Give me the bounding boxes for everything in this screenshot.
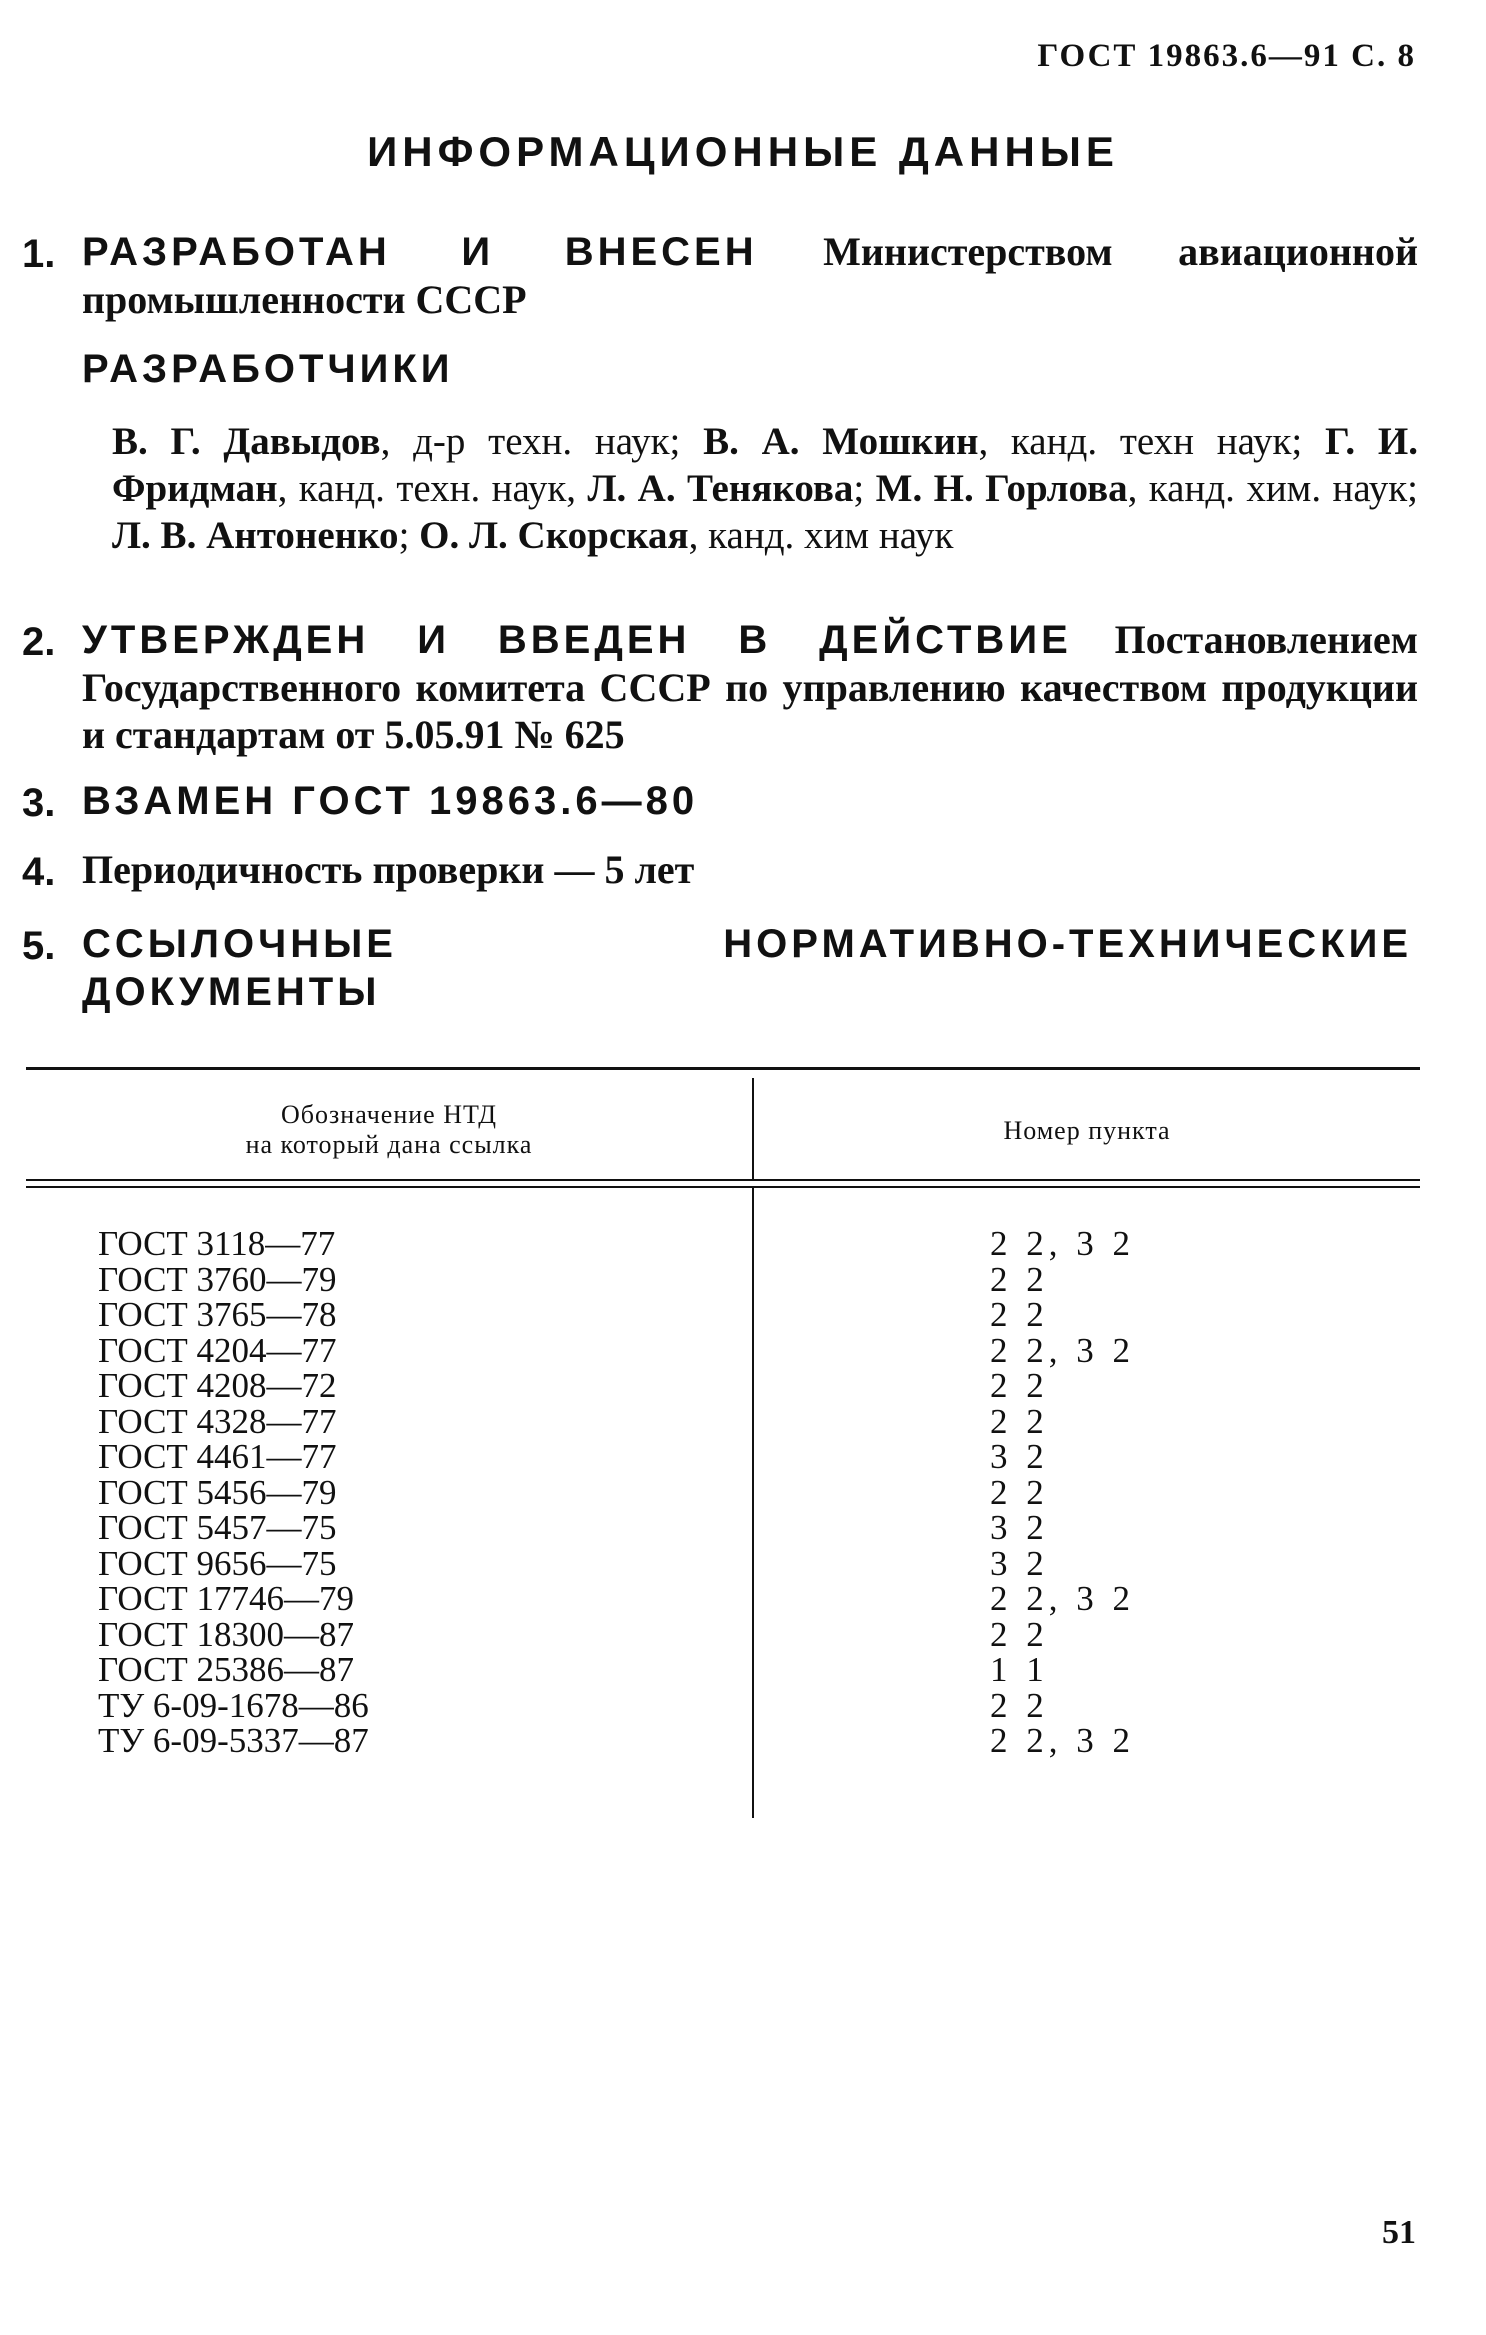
- table-cell-designation: ГОСТ 9656—75: [98, 1543, 337, 1583]
- table-header-rule-1: [26, 1179, 1420, 1181]
- table-cell-clause: 2 2: [990, 1401, 1049, 1441]
- table-cell-clause: 2 2, 3 2: [990, 1579, 1135, 1618]
- table-cell-clause: 3 2: [990, 1508, 1049, 1547]
- table-column-clauses: [990, 1226, 1135, 1759]
- table-cell-clause: 3 2: [990, 1437, 1049, 1476]
- table-header-clause: Номер пункта: [1003, 1116, 1171, 1145]
- developer-name: М. Н. Горлова: [875, 467, 1128, 510]
- table-column-designations: [98, 1226, 369, 1759]
- table-cell-clause: 2 2, 3 2: [990, 1224, 1135, 1263]
- page-title: ИНФОРМАЦИОННЫЕ ДАННЫЕ: [367, 128, 1119, 175]
- item-5-number: 5.: [22, 924, 56, 968]
- table-header-designation: Обозначение НТД на который дана ссылка: [245, 1100, 533, 1159]
- item-1-body: Министерством авиационной промышленности СССР: [82, 229, 1418, 322]
- developer-degree: ;: [398, 514, 420, 557]
- table-cell-designation: ТУ 6-09-1678—86: [98, 1685, 369, 1725]
- developer-name: Л. В. Антоненко: [112, 514, 399, 557]
- table-cell-clause: 2 2: [990, 1295, 1049, 1334]
- table-cell-clause: 2 2: [990, 1259, 1049, 1299]
- item-4-number: 4.: [22, 850, 56, 894]
- item-3-text: ВЗАМЕН ГОСТ 19863.6—80: [82, 779, 699, 823]
- table-cell-designation: ГОСТ 17746—79: [98, 1579, 355, 1618]
- item-2-body: Постановлением Государственного комитета СССР по управлению качеством продукции и стандартам от 5.05.91 № 625: [82, 617, 1419, 757]
- document-header: ГОСТ 19863.6—91 С. 8: [1037, 38, 1416, 74]
- developer-name: О. Л. Скорская: [419, 514, 689, 557]
- developer-degree: , канд. хим. наук;: [1127, 467, 1418, 510]
- table-cell-designation: ГОСТ 3765—78: [98, 1295, 337, 1334]
- developers-list: [112, 418, 1418, 559]
- table-cell-designation: ГОСТ 4461—77: [98, 1437, 337, 1476]
- table-header-rule-2: [26, 1186, 1420, 1188]
- table-header-divider: [752, 1078, 754, 1180]
- table-cell-designation: ГОСТ 4208—72: [98, 1366, 337, 1405]
- table-cell-designation: ГОСТ 5456—79: [98, 1472, 337, 1512]
- table-cell-designation: ГОСТ 25386—87: [98, 1650, 355, 1689]
- developer-name: Л. А. Тенякова: [587, 467, 854, 510]
- table-cell-clause: 2 2, 3 2: [990, 1721, 1135, 1760]
- developer-degree: ;: [853, 467, 876, 510]
- table-cell-clause: 3 2: [990, 1543, 1049, 1583]
- table-cell-clause: 1 1: [990, 1650, 1049, 1689]
- item-1-text: [82, 228, 1418, 323]
- developer-name: В. А. Мошкин: [703, 420, 979, 463]
- table-cell-clause: 2 2: [990, 1472, 1049, 1512]
- table-cell-designation: ГОСТ 5457—75: [98, 1508, 337, 1547]
- table-cell-designation: ГОСТ 4204—77: [98, 1330, 337, 1370]
- developers-heading: РАЗРАБОТЧИКИ: [82, 347, 454, 391]
- table-cell-designation: ГОСТ 18300—87: [98, 1614, 355, 1654]
- table-cell-clause: 2 2: [990, 1685, 1049, 1725]
- table-cell-designation: ГОСТ 4328—77: [98, 1401, 337, 1441]
- developer-degree: , канд. техн. наук,: [277, 467, 588, 510]
- table-cell-designation: ГОСТ 3118—77: [98, 1224, 336, 1263]
- table-cell-designation: ГОСТ 3760—79: [98, 1259, 337, 1299]
- item-3-number: 3.: [22, 781, 56, 825]
- developer-degree: , д-р техн. наук;: [380, 420, 704, 463]
- item-2-lead: УТВЕРЖДЕН И ВВЕДЕН В ДЕЙСТВИЕ: [82, 618, 1072, 662]
- developer-degree: , канд. техн наук;: [978, 420, 1326, 463]
- item-1-number: 1.: [22, 232, 56, 276]
- page-number: 51: [1382, 2214, 1416, 2251]
- table-cell-clause: 2 2: [990, 1614, 1049, 1654]
- table-top-rule: [26, 1067, 1420, 1070]
- developer-degree: , канд. хим наук: [688, 514, 954, 557]
- item-2-number: 2.: [22, 620, 56, 664]
- item-1-lead: РАЗРАБОТАН И ВНЕСЕН: [82, 230, 758, 274]
- developer-name: В. Г. Давыдов: [112, 420, 381, 463]
- developer-name: Г. И. Фридман: [112, 420, 1419, 510]
- item-2-text: [82, 616, 1418, 758]
- item-5-text: ССЫЛОЧНЫЕ НОРМАТИВНО-ТЕХНИЧЕСКИЕ ДОКУМЕНТЫ: [82, 922, 1412, 1014]
- item-4-text: Периодичность проверки — 5 лет: [82, 847, 695, 892]
- table-body-divider: [752, 1188, 754, 1818]
- table-cell-designation: ТУ 6-09-5337—87: [98, 1721, 369, 1760]
- table-cell-clause: 2 2: [990, 1366, 1049, 1405]
- table-cell-clause: 2 2, 3 2: [990, 1330, 1135, 1370]
